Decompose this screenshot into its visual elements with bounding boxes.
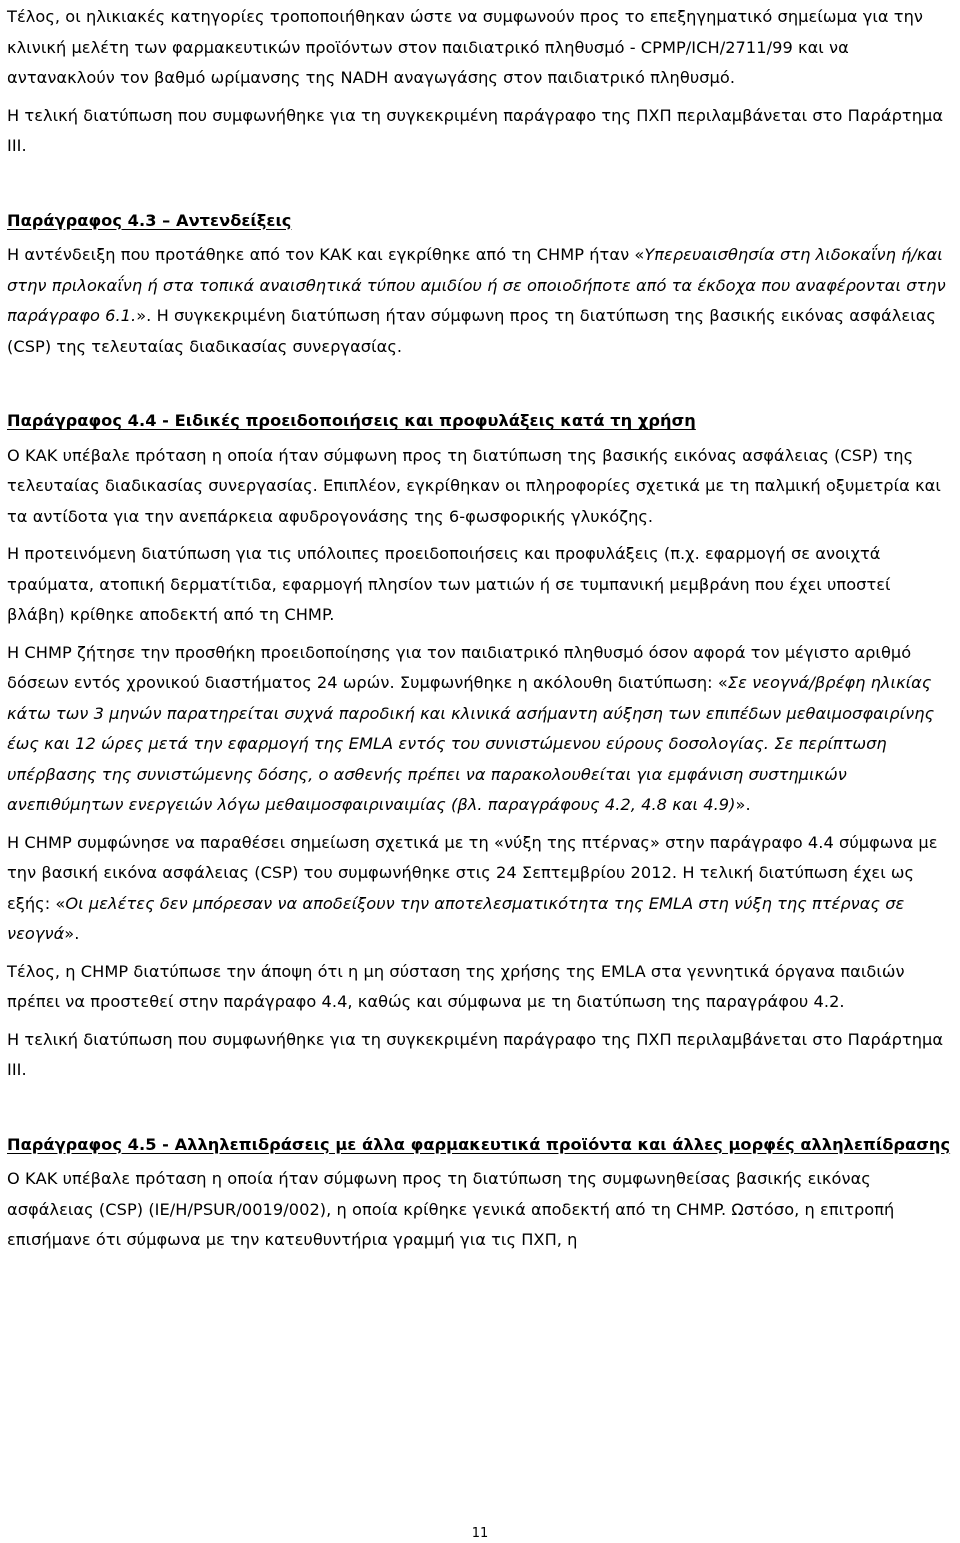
section-heading-4-4: Παράγραφος 4.4 - Ειδικές προειδοποιήσεις και προφυλάξεις κατά τη χρήση [7,411,696,430]
document-body [7,2,952,1256]
paragraph-final-wording-43: Η τελική διατύπωση που συμφωνήθηκε για τη συγκεκριμένη παράγραφο της ΠΧΠ περιλαμβάνεται στο Παράρτημα III. [7,105,944,155]
paragraph-genital-use: Τέλος, η CHMP διατύπωσε την άποψη ότι η μη σύσταση της χρήσης της EMLA στα γεννητικά όργανα παιδιών πρέπει να προστεθεί στην παράγραφο 4.4, καθώς και σύμφωνα με τη διατύπωση της παραγράφου 4.2. [7,961,905,1011]
paragraph-paediatric-warning: Η CHMP ζήτησε την προσθήκη προειδοποίησης για τον παιδιατρικό πληθυσμό όσον αφορά τον μέγιστο αριθμό δόσεων εντός χρονικού διαστήματος 24 ωρών. Συμφωνήθηκε η ακόλουθη διατύπωση: «Σε νεογνά/βρέφη ηλικίας κάτω των 3 μηνών παρατηρείται συχνά παροδική και κλινικά ασήμαντη αύξηση των επιπέδων μεθαιμοσφαιρίνης έως και 12 ώρες μετά την εφαρμογή της EMLA εντός του συνιστώμενου εύρους δοσολογίας. Σε περίπτωση υπέρβασης της συνιστώμενης δόσης, ο ασθενής πρέπει να παρακολουθείται για εμφάνιση συστημικών ανεπιθύμητων ενεργειών λόγω μεθαιμοσφαιριναιμίας (βλ. παραγράφους 4.2, 4.8 και 4.9)». [7,642,935,814]
paragraph-interactions: Ο ΚΑΚ υπέβαλε πρόταση η οποία ήταν σύμφωνη προς τη διατύπωση της συμφωνηθείσας βασικής εικόνας ασφάλειας (CSP) (IE/H/PSUR/0019/002), η οποία κρίθηκε γενικά αποδεκτή από τη CHMP. Ωστόσο, η επιτροπή επισήμανε ότι σύμφωνα με την κατευθυντήρια γραμμή για τις ΠΧΠ, η [7,1169,895,1249]
section-heading-4-3: Παράγραφος 4.3 – Αντενδείξεις [7,210,292,230]
paragraph-age-categories: Τέλος, οι ηλικιακές κατηγορίες τροποποιήθηκαν ώστε να συμφωνούν προς το επεξηγηματικό σημείωμα για την κλινική μελέτη των φαρμακευτικών προϊόντων στον παιδιατρικό πληθυσμό - CPMP/ICH/2711/99 και να αντανακλούν τον βαθμό ωρίμανσης της NADH αναγωγάσης στον παιδιατρικό πληθυσμό. [7,7,923,87]
section-heading-4-5: Παράγραφος 4.5 - Αλληλεπιδράσεις με άλλα φαρμακευτικά προϊόντα και άλλες μορφές αλληλεπίδρασης [7,1134,951,1154]
paragraph-contraindication: Η αντένδειξη που προτάθηκε από τον ΚΑΚ και εγκρίθηκε από τη CHMP ήταν «Υπερευαισθησία στη λιδοκαΐνη ή/και στην πριλοκαΐνη ή στα τοπικά αναισθητικά τύπου αμιδίου ή σε οποιοδήποτε από τα έκδοχα που αναφέρονται στην παράγραφο 6.1.». Η συγκεκριμένη διατύπωση ήταν σύμφωνη προς τη διατύπωση της βασικής εικόνας ασφάλειας (CSP) της τελευταίας διαδικασίας συνεργασίας. [7,245,946,356]
paragraph-final-wording-44: Η τελική διατύπωση που συμφωνήθηκε για τη συγκεκριμένη παράγραφο της ΠΧΠ περιλαμβάνεται στο Παράρτημα III. [7,1029,944,1079]
page-number: 11 [471,1526,489,1541]
paragraph-other-warnings: Η προτεινόμενη διατύπωση για τις υπόλοιπες προειδοποιήσεις και προφυλάξεις (π.χ. εφαρμογή σε ανοιχτά τραύματα, ατοπική δερματίτιδα, εφαρμογή πλησίον των ματιών ή σε τυμπανική μεμβράνη που έχει υποστεί βλάβη) κρίθηκε αποδεκτή από τη CHMP. [7,544,891,624]
paragraph-csp-proposal: Ο ΚΑΚ υπέβαλε πρόταση η οποία ήταν σύμφωνη προς τη διατύπωση της βασικής εικόνας ασφάλειας (CSP) της τελευταίας διαδικασίας συνεργασίας. Επιπλέον, εγκρίθηκαν οι πληροφορίες σχετικά με τη παλμική οξυμετρία και τα αντίδοτα για την ανεπάρκεια αφυδρογονάσης της 6-φωσφορικής γλυκόζης. [7,445,941,526]
paragraph-heel-lance: Η CHMP συμφώνησε να παραθέσει σημείωση σχετικά με τη «νύξη της πτέρνας» στην παράγραφο 4.4 σύμφωνα με την βασική εικόνα ασφάλειας (CSP) του συμφωνήθηκε στις 24 Σεπτεμβρίου 2012. Η τελική διατύπωση έχει ως εξής: «Οι μελέτες δεν μπόρεσαν να αποδείξουν την αποτελεσματικότητα της EMLA στη νύξη της πτέρνας σε νεογνά». [7,832,938,943]
